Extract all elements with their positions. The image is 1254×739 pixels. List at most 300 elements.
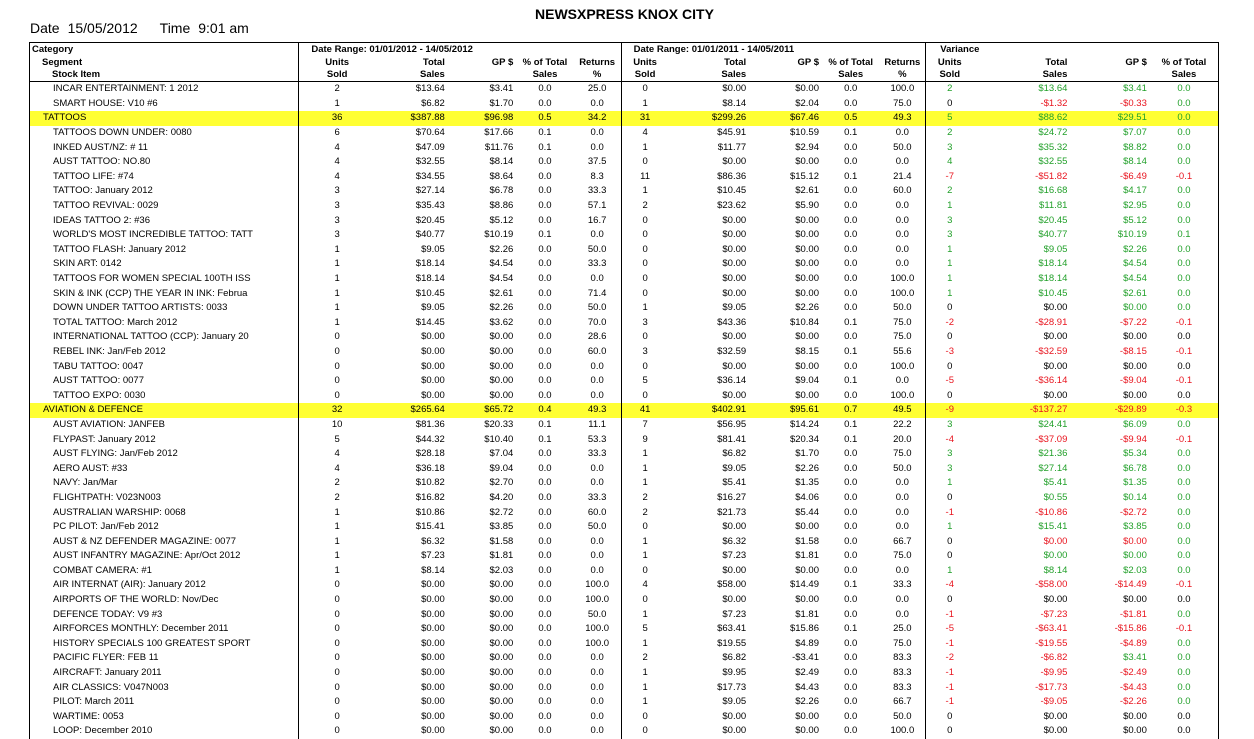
segment-row (30, 111, 1219, 126)
col-previous-ret-sub: % (879, 69, 925, 82)
col-variance-gp-sub (1070, 69, 1149, 82)
current-units: 1 (334, 97, 340, 109)
previous-pct: 0.0 (844, 97, 858, 109)
col-current-gp: GP $ (491, 57, 514, 68)
current-units: 1 (334, 550, 340, 562)
col-variance-gp: GP $ (1125, 57, 1147, 68)
variance-gp: -$2.72 (1119, 506, 1147, 518)
current-total: $387.88 (375, 111, 448, 126)
current-total: $6.32 (421, 535, 445, 547)
previous-returns: 0.0 (879, 199, 925, 214)
previous-total: $9.95 (722, 667, 747, 679)
stock-item-row (30, 140, 1219, 155)
variance-gp: $0.00 (1123, 594, 1147, 606)
current-gp: $10.19 (484, 229, 514, 241)
previous-total: $9.05 (722, 302, 747, 314)
col-current-units: Units (325, 57, 350, 68)
variance-gp: $3.85 (1123, 521, 1147, 533)
current-total: $0.00 (421, 331, 445, 343)
col-category: Category (30, 43, 299, 58)
variance-units: -9 (926, 403, 973, 418)
current-pct: 0.0 (538, 375, 552, 387)
current-units: 1 (334, 273, 340, 285)
col-current-total: Total (422, 57, 445, 68)
variance-gp: $0.00 (1123, 389, 1147, 401)
previous-total: $0.00 (722, 243, 747, 255)
variance-units: 0 (947, 491, 953, 503)
previous-gp: $4.43 (795, 681, 819, 693)
previous-pct: 0.0 (844, 448, 858, 460)
current-pct: 0.0 (538, 302, 552, 314)
previous-gp: $4.89 (795, 637, 819, 649)
variance-total: $20.45 (1038, 214, 1068, 226)
variance-units: 0 (947, 97, 953, 109)
stock-item-row (30, 578, 1219, 593)
current-total: $44.32 (415, 433, 445, 445)
previous-pct: 0.0 (844, 535, 858, 547)
current-gp: $96.98 (448, 111, 516, 126)
current-total: $35.43 (415, 200, 445, 212)
stock-item-name: LOOP: December 2010 (30, 724, 299, 739)
previous-units: 1 (642, 302, 648, 314)
previous-returns: 60.0 (879, 184, 925, 199)
current-units: 1 (334, 564, 340, 576)
previous-gp: $2.94 (795, 141, 819, 153)
previous-gp: $0.00 (795, 360, 819, 372)
previous-units: 0 (642, 360, 648, 372)
previous-units: 1 (642, 185, 648, 197)
current-pct: 0.0 (538, 214, 552, 226)
current-total: $10.82 (415, 477, 445, 489)
previous-returns: 0.0 (879, 476, 925, 491)
current-returns: 0.0 (574, 374, 621, 389)
variance-pct: 0.0 (1150, 491, 1219, 506)
variance-pct: -0.1 (1150, 345, 1219, 360)
previous-units: 0 (642, 287, 648, 299)
previous-total: $6.82 (722, 652, 747, 664)
variance-total: $0.00 (1043, 331, 1068, 343)
current-gp: $0.00 (489, 345, 514, 357)
current-total: $20.45 (415, 214, 445, 226)
current-gp: $2.26 (489, 243, 514, 255)
previous-pct: 0.1 (844, 433, 858, 445)
variance-gp: $4.54 (1123, 273, 1147, 285)
variance-total: -$19.55 (1035, 637, 1068, 649)
variance-pct: 0.0 (1150, 257, 1219, 272)
variance-pct: 0.0 (1150, 272, 1219, 287)
previous-total: $0.00 (722, 564, 747, 576)
stock-item-name: INCAR ENTERTAINMENT: 1 2012 (30, 82, 299, 97)
variance-pct: 0.1 (1150, 228, 1219, 243)
current-returns: 0.0 (574, 666, 621, 681)
current-total: $6.82 (421, 97, 445, 109)
previous-gp: $2.26 (795, 302, 819, 314)
previous-pct: 0.1 (844, 623, 858, 635)
current-units: 32 (299, 403, 375, 418)
variance-pct: 0.0 (1150, 651, 1219, 666)
previous-total: $16.27 (717, 491, 747, 503)
stock-item-name: SMART HOUSE: V10 #6 (30, 97, 299, 112)
previous-returns: 50.0 (879, 301, 925, 316)
current-returns: 53.3 (574, 432, 621, 447)
col-current-ret-sub: % (574, 69, 621, 82)
current-gp: $0.00 (489, 681, 514, 693)
current-gp: $2.26 (489, 302, 514, 314)
col-current-units-sub: Sold (299, 69, 375, 82)
current-total: $10.45 (415, 287, 445, 299)
variance-units: 1 (947, 243, 953, 255)
variance-gp: $2.61 (1123, 287, 1147, 299)
variance-pct: -0.1 (1150, 622, 1219, 637)
previous-returns: 0.0 (879, 243, 925, 258)
stock-item-row (30, 257, 1219, 272)
current-gp: $1.58 (489, 535, 514, 547)
previous-returns: 0.0 (879, 564, 925, 579)
previous-gp: $2.04 (795, 97, 819, 109)
previous-returns: 75.0 (879, 549, 925, 564)
stock-item-row (30, 710, 1219, 725)
current-returns: 0.0 (574, 710, 621, 725)
current-units: 0 (334, 710, 340, 722)
previous-gp: $0.00 (795, 243, 819, 255)
variance-pct: 0.0 (1150, 97, 1219, 112)
col-previous-total-sub: Sales (669, 69, 750, 82)
previous-gp: $9.04 (795, 375, 819, 387)
stock-item-name: INKED AUST/NZ: # 11 (30, 140, 299, 155)
stock-item-name: PACIFIC FLYER: FEB 11 (30, 651, 299, 666)
current-total: $70.64 (415, 127, 445, 139)
variance-gp: -$7.22 (1119, 316, 1147, 328)
previous-units: 0 (642, 564, 648, 576)
stock-item-name: WORLD'S MOST INCREDIBLE TATTOO: TATT (30, 228, 299, 243)
time-value: 9:01 am (198, 20, 249, 36)
previous-total: $0.00 (722, 725, 747, 737)
variance-units: 0 (947, 360, 953, 372)
current-pct: 0.0 (538, 389, 552, 401)
variance-gp: $2.26 (1123, 243, 1147, 255)
previous-returns: 55.6 (879, 345, 925, 360)
previous-units: 1 (642, 667, 648, 679)
stock-item-row (30, 97, 1219, 112)
variance-gp: $8.82 (1123, 141, 1147, 153)
current-units: 1 (334, 506, 340, 518)
stock-item-row (30, 213, 1219, 228)
variance-total: -$63.41 (1035, 623, 1068, 635)
current-pct: 0.0 (538, 506, 552, 518)
variance-units: 2 (947, 185, 953, 197)
current-units: 1 (334, 535, 340, 547)
variance-units: -1 (945, 506, 954, 518)
current-gp: $0.00 (489, 637, 514, 649)
stock-item-name: TOTAL TATTOO: March 2012 (30, 316, 299, 331)
variance-pct: 0.0 (1150, 724, 1219, 739)
variance-units: 1 (947, 477, 953, 489)
previous-pct: 0.0 (844, 302, 858, 314)
variance-gp: -$6.49 (1119, 170, 1147, 182)
variance-total: $21.36 (1038, 448, 1068, 460)
current-units: 0 (334, 681, 340, 693)
current-total: $15.41 (415, 521, 445, 533)
current-gp: $2.61 (489, 287, 514, 299)
variance-gp: -$4.43 (1119, 681, 1147, 693)
current-returns: 11.1 (574, 418, 621, 433)
current-total: $0.00 (421, 579, 445, 591)
previous-units: 0 (642, 156, 648, 168)
current-total: $40.77 (415, 229, 445, 241)
stock-item-name: FLYPAST: January 2012 (30, 432, 299, 447)
variance-units: 1 (947, 273, 953, 285)
previous-gp: $95.61 (749, 403, 822, 418)
previous-units: 2 (642, 200, 648, 212)
current-total: $28.18 (415, 448, 445, 460)
previous-total: $0.00 (722, 229, 747, 241)
current-units: 2 (334, 83, 340, 95)
variance-units: 1 (947, 200, 953, 212)
previous-pct: 0.1 (844, 170, 858, 182)
variance-pct: 0.0 (1150, 286, 1219, 301)
current-gp: $65.72 (448, 403, 516, 418)
variance-pct: 0.0 (1150, 520, 1219, 535)
current-gp: $0.00 (489, 331, 514, 343)
current-units: 0 (334, 375, 340, 387)
current-units: 3 (334, 214, 340, 226)
stock-item-name: DOWN UNDER TATTOO ARTISTS: 0033 (30, 301, 299, 316)
variance-gp: $2.95 (1123, 200, 1147, 212)
stock-item-name: AUST & NZ DEFENDER MAGAZINE: 0077 (30, 534, 299, 549)
current-returns: 25.0 (574, 82, 621, 97)
previous-units: 0 (642, 521, 648, 533)
variance-gp: -$9.04 (1119, 375, 1147, 387)
current-pct: 0.0 (538, 491, 552, 503)
previous-total: $36.14 (717, 375, 747, 387)
current-total: $0.00 (421, 681, 445, 693)
variance-gp: $0.00 (1123, 331, 1147, 343)
current-gp: $0.00 (489, 375, 514, 387)
previous-units: 0 (642, 725, 648, 737)
stock-item-name: AIRFORCES MONTHLY: December 2011 (30, 622, 299, 637)
variance-total: $35.32 (1038, 141, 1068, 153)
variance-units: -1 (945, 667, 954, 679)
stock-item-name: AUST AVIATION: JANFEB (30, 418, 299, 433)
previous-total: $0.00 (722, 273, 747, 285)
variance-gp: -$8.15 (1119, 345, 1147, 357)
current-units: 0 (334, 725, 340, 737)
current-total: $0.00 (421, 696, 445, 708)
variance-gp: -$1.81 (1119, 608, 1147, 620)
previous-pct: 0.0 (844, 725, 858, 737)
col-stock-item: Stock Item (30, 69, 299, 82)
variance-pct: 0.0 (1150, 505, 1219, 520)
variance-pct: 0.0 (1150, 710, 1219, 725)
variance-gp: $0.00 (1123, 550, 1147, 562)
previous-pct: 0.0 (844, 477, 858, 489)
current-pct: 0.0 (538, 200, 552, 212)
current-returns: 49.3 (574, 403, 621, 418)
previous-pct: 0.0 (844, 521, 858, 533)
variance-total: $16.68 (1038, 185, 1068, 197)
previous-returns: 0.0 (879, 491, 925, 506)
previous-returns: 0.0 (879, 593, 925, 608)
stock-item-name: TATTOO LIFE: #74 (30, 170, 299, 185)
previous-units: 0 (642, 273, 648, 285)
previous-returns: 0.0 (879, 213, 925, 228)
col-current-total-sub: Sales (375, 69, 448, 82)
current-total: $10.86 (415, 506, 445, 518)
previous-gp: $4.06 (795, 491, 819, 503)
current-returns: 57.1 (574, 199, 621, 214)
variance-total: $32.55 (1038, 156, 1068, 168)
stock-item-name: AERO AUST: #33 (30, 461, 299, 476)
previous-returns: 50.0 (879, 461, 925, 476)
current-returns: 0.0 (574, 388, 621, 403)
current-total: $14.45 (415, 316, 445, 328)
variance-gp: $0.00 (1123, 360, 1147, 372)
current-units: 0 (334, 345, 340, 357)
stock-item-name: WARTIME: 0053 (30, 710, 299, 725)
previous-gp: $0.00 (795, 229, 819, 241)
previous-returns: 100.0 (879, 359, 925, 374)
variance-gp: -$9.94 (1119, 433, 1147, 445)
variance-gp: $5.12 (1123, 214, 1147, 226)
variance-total: $18.14 (1038, 258, 1068, 270)
current-units: 4 (334, 448, 340, 460)
stock-item-row (30, 155, 1219, 170)
current-gp: $3.62 (489, 316, 514, 328)
current-returns: 70.0 (574, 316, 621, 331)
previous-pct: 0.0 (844, 156, 858, 168)
current-units: 5 (334, 433, 340, 445)
variance-gp: $6.78 (1123, 462, 1147, 474)
current-units: 0 (334, 623, 340, 635)
variance-units: -1 (945, 637, 954, 649)
variance-total: $0.00 (1043, 302, 1068, 314)
current-returns: 0.0 (574, 651, 621, 666)
variance-pct: 0.0 (1150, 476, 1219, 491)
stock-item-name: AIR CLASSICS: V047N003 (30, 680, 299, 695)
variance-total: $40.77 (1038, 229, 1068, 241)
current-total: $0.00 (421, 623, 445, 635)
variance-pct: 0.0 (1150, 111, 1219, 126)
previous-total: $8.14 (722, 97, 747, 109)
previous-gp: $1.81 (795, 608, 819, 620)
previous-gp: $10.84 (789, 316, 819, 328)
variance-total: -$1.32 (1040, 97, 1068, 109)
previous-gp: $0.00 (795, 287, 819, 299)
previous-gp: $14.49 (789, 579, 819, 591)
previous-pct: 0.0 (844, 258, 858, 270)
current-pct: 0.0 (538, 535, 552, 547)
variance-pct: 0.0 (1150, 155, 1219, 170)
stock-item-row (30, 345, 1219, 360)
variance-units: -2 (945, 652, 954, 664)
variance-units: 0 (947, 710, 953, 722)
stock-item-row (30, 184, 1219, 199)
variance-total: $24.72 (1038, 127, 1068, 139)
variance-gp: $7.07 (1123, 127, 1147, 139)
current-gp: $0.00 (489, 725, 514, 737)
previous-units: 31 (621, 111, 668, 126)
stock-item-name: AUSTRALIAN WARSHIP: 0068 (30, 505, 299, 520)
current-units: 10 (331, 418, 343, 430)
stock-item-row (30, 520, 1219, 535)
current-gp: $4.54 (489, 273, 514, 285)
current-total: $36.18 (415, 462, 445, 474)
previous-returns: 83.3 (879, 680, 925, 695)
stock-item-row (30, 622, 1219, 637)
variance-units: 0 (947, 535, 953, 547)
previous-gp: $20.34 (789, 433, 819, 445)
variance-gp: $6.09 (1123, 418, 1147, 430)
col-variance-pct-sub: Sales (1150, 69, 1219, 82)
current-returns: 0.0 (574, 680, 621, 695)
variance-pct: 0.0 (1150, 447, 1219, 462)
current-returns: 0.0 (574, 359, 621, 374)
current-units: 0 (334, 667, 340, 679)
previous-total: $7.23 (722, 550, 747, 562)
current-pct: 0.1 (538, 127, 552, 139)
stock-item-row (30, 374, 1219, 389)
stock-item-row (30, 199, 1219, 214)
stock-item-name: TABU TATTOO: 0047 (30, 359, 299, 374)
current-pct: 0.0 (538, 345, 552, 357)
current-units: 3 (334, 229, 340, 241)
current-returns: 0.0 (574, 564, 621, 579)
previous-returns: 75.0 (879, 330, 925, 345)
previous-gp: $0.00 (795, 214, 819, 226)
current-units: 4 (334, 156, 340, 168)
variance-pct: 0.0 (1150, 637, 1219, 652)
current-pct: 0.0 (538, 156, 552, 168)
previous-pct: 0.7 (822, 403, 879, 418)
previous-returns: 75.0 (879, 316, 925, 331)
previous-total: $0.00 (722, 521, 747, 533)
variance-pct: 0.0 (1150, 593, 1219, 608)
current-pct: 0.0 (538, 637, 552, 649)
previous-returns: 25.0 (879, 622, 925, 637)
col-previous-gp-sub (749, 69, 822, 82)
current-returns: 34.2 (574, 111, 621, 126)
variance-pct: 0.0 (1150, 607, 1219, 622)
current-returns: 50.0 (574, 520, 621, 535)
variance-gp: $4.54 (1123, 258, 1147, 270)
report-body (30, 82, 1219, 739)
stock-item-row (30, 316, 1219, 331)
previous-returns: 49.5 (879, 403, 925, 418)
previous-total: $5.41 (722, 477, 747, 489)
variance-gp: $0.00 (1123, 725, 1147, 737)
current-total: $0.00 (421, 360, 445, 372)
variance-pct: -0.1 (1150, 578, 1219, 593)
current-units: 2 (334, 477, 340, 489)
previous-gp: $2.61 (795, 185, 819, 197)
col-current-pct: % of Total (522, 57, 568, 68)
current-returns: 33.3 (574, 447, 621, 462)
variance-units: -5 (945, 623, 954, 635)
current-units: 1 (334, 287, 340, 299)
current-gp: $10.40 (484, 433, 514, 445)
stock-item-name: TATTOOS FOR WOMEN SPECIAL 100TH ISS (30, 272, 299, 287)
previous-gp: $0.00 (795, 521, 819, 533)
current-gp: $0.00 (489, 696, 514, 708)
previous-units: 2 (642, 491, 648, 503)
previous-units: 0 (642, 83, 648, 95)
stock-item-name: AIRCRAFT: January 2011 (30, 666, 299, 681)
col-previous-pct: % of Total (828, 57, 874, 68)
current-returns: 0.0 (574, 97, 621, 112)
stock-item-name: AIRPORTS OF THE WORLD: Nov/Dec (30, 593, 299, 608)
current-pct: 0.0 (538, 667, 552, 679)
variance-units: 0 (947, 302, 953, 314)
